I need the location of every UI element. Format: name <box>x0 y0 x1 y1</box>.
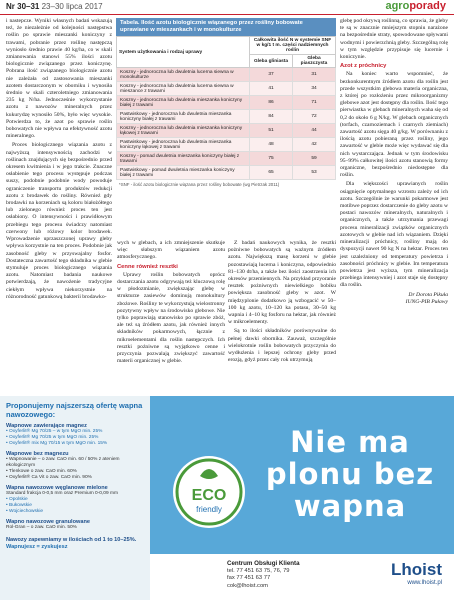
eco-label-bottom: friendly <box>196 505 222 514</box>
cell-sand: 72 <box>293 110 336 124</box>
page-header <box>0 0 454 14</box>
row-label: Koszny - jednoroczna lub dwuletnia mieszanka koniczyny łąkowej z trawami <box>117 124 250 138</box>
ad-footer <box>6 537 144 551</box>
ad-section-title: Wapna nawozowe węglanowe mielone <box>6 485 108 491</box>
issue-number: Nr 30–31 <box>6 2 40 11</box>
cell-clay: 86 <box>250 96 293 110</box>
paragraph: wych w glebach, a ich zmniejszenie skutkuje więc słabszym wiązaniem azotu atmosferycznego. <box>117 240 225 261</box>
cell-clay: 65 <box>250 166 293 180</box>
cell-sand: 59 <box>293 152 336 166</box>
table-header-system: System użytkowania i rodzaj uprawy <box>117 37 250 68</box>
text-column-1 <box>6 18 112 303</box>
cell-clay: 75 <box>250 152 293 166</box>
table-row <box>117 96 336 110</box>
row-label: Koszny - pomad dwuletnia mieszanka koniczyny białej z trawami <box>117 152 250 166</box>
issue-date: 23–30 lipca 2017 <box>41 2 103 11</box>
contact-info <box>227 560 300 590</box>
cell-clay: 51 <box>250 124 293 138</box>
ad-footer-link[interactable]: Wapnujesz = zyskujesz <box>6 544 68 550</box>
logo-url[interactable]: www.lhoist.pl <box>407 580 442 586</box>
cell-clay: 84 <box>250 110 293 124</box>
ad-headline: Proponujemy najszerszą ofertę wapna nawozowego: <box>6 401 143 419</box>
contact-title: Centrum Obsługi Klienta <box>227 560 300 567</box>
row-label: Pastwiskowy - jednoroczna lub dwuletnia mieszanka koniczyny białej z trawami <box>117 110 250 124</box>
header-rule <box>0 14 454 15</box>
cell-sand: 71 <box>293 96 336 110</box>
table-row <box>117 152 336 166</box>
cell-clay: 37 <box>250 68 293 82</box>
ad-footer-text: Nawozy zapewniamy w ilościach od 1 to 10–25%. <box>6 537 137 543</box>
table-row <box>117 138 336 152</box>
ad-section-title: Wapnowe bez magnezu <box>6 451 69 457</box>
lhoist-logo <box>391 560 442 586</box>
brand-part-b: porady <box>409 0 446 12</box>
ad-slogan: Nie ma plonu bez wapna <box>265 425 435 523</box>
paragraph: i nastepcze. Wyniki własnych badań wskazują też, że niezależnie od kolejności następstwa roślin po sprawie mieszanki koniczyny z trawami, pobranie przez roślinę następczą wyniosło średnio prawie 40 kg/ha, co w skali zmianowania stanowi 55% ilości azotu biologicznie związanego przez koniczynę. Pobrana ilość związanego biologicznie azotu nie zależała od zastosowania mieszanki azotem dostarczonym w oborniku i wynosiła średnio w skali czteroletniego zmianowania 235 kg N/ha. Jednocześnie wykorzystanie azotu z nawozów mineralnych przez kukurydzę wynosiło 50%, było więc wysokie. Potwierdza to, że azot po sprawie roślin bobowatych nie wpływa na efektywność azotu mineralnego. <box>6 18 112 140</box>
contact-fax: fax 77 451 63 77 <box>227 575 271 582</box>
row-label: Pastwiskowy - pomad dwuletnia mieszanka koniczyny białej z trawami <box>117 166 250 180</box>
author-affiliation: IUNG-PIB Puławy <box>405 298 448 305</box>
paragraph: Dla większości uprawianych roślin osiągnięcie optymalnego wzrostu zależy od ich azotu. Szczególnie że warunki pokarmowe jest motibwe poprzez dostarczenie do gleby azotu w postaci nawozów mineralnych, naturalnych i organicznych, a także utrzymania przewagi procesu mineralizacji związków organicznych azotowych w glebie nad ich wiązaniem. Dzięki mineralizacji próchnicy, rośliny mają do dyspozycji nawet 90 kg N na hektar. Proces ten jest uzależniony od temperatury powietrza i zasobności próchnicy w glebie. Im temperatura powietrza jest wyższa, tym mineralizacja przebiega intensywniej i azot staje się dostępny dla roślin. <box>340 181 448 289</box>
table-row <box>117 82 336 96</box>
cell-sand: 34 <box>293 82 336 96</box>
table-row <box>117 124 336 138</box>
ad-item: • Oxyferlit® Ca Vit o zaw. CaO min. 90% <box>6 475 92 480</box>
ad-section-title: Wapnowe zawierające magnez <box>6 423 87 429</box>
paragraph: Uprawy roślin bobowatych oprócz dostarczania azotu odgrywają też kluczową rolę w płodozmianie, zwiększając glebę w strukturze zasiewów dominują monokultury zbożowe. Rośliny te wykorzystują wielostronny pozytywny wpływ na środowisko glebowe. Nie tylko poprawiają stanowisko po sprawie zbóż, ale też są źródłem azotu, jak również innych składników pokarmowych, łącznie z mikroelementami dla roślin następczych. Ich resztki pożniwne są wyjątkowo cenne i przyczynia pozwalają zwiększyć zawartość materii organicznej w glebie. <box>117 271 225 365</box>
logo-name: Lhoist <box>391 560 442 579</box>
author-signature <box>340 292 448 306</box>
table-row <box>117 68 336 82</box>
ad-item: • Oxyferlit® Mg 70/25 – w tym MgO min. 25% <box>6 429 103 434</box>
eco-label-top: ECO <box>191 487 227 504</box>
row-label: Koszny - jednoroczna lub dwuletnia lucerna siewna w mieszance z trawami <box>117 82 250 96</box>
table-title: Tabela. Ilość azotu biologicznie wiązanego przez rośliny bobowate uprawiane w mieszankach i w monokulturze <box>116 18 336 36</box>
contact-email[interactable]: cok@lhoist.com <box>227 582 268 589</box>
contact-phone: tel. 77 451 63 75, 76, 79 <box>227 568 290 575</box>
brand-part-a: agro <box>385 0 410 12</box>
cell-sand: 31 <box>293 68 336 82</box>
ad-item: • Tlenkowe o zaw. CaO min. 60% <box>6 469 77 474</box>
cell-sand: 53 <box>293 166 336 180</box>
ad-item: • Wapnowanie – o zaw. CaO min. 60 / 50% z ateniem ekologicznym <box>6 457 120 468</box>
ad-section-title: Wapno nawozowe granulowane <box>6 519 91 525</box>
paragraph: glebę pod okrywą roślinną, co sprawia, że gleby te są w znacznie mniejszym stopniu narażone na bezpośrednie straty, spowodowane spływami wodnymi i powierzchnią gleby. Szczególną rolę w tym względzie przypisuje się lucernie i koniczynie. <box>340 18 448 61</box>
ad-item: • Oxyferlit® Mg 70/25 w tym MgO min. 25% <box>6 435 99 440</box>
table-row <box>117 110 336 124</box>
paragraph: Proces biologicznego wiązania azotu z najwyższą intensywnością zachodzi w roślinach znajdujących się bezpośrednio przed okresem kwitnienia i w jego trakcie. Znaczne osłabienie tego procesu występuje podczas suszy, podobnie podobnie wody powoduje ograniczenie transportu produktów redukcji azotu z brodawek do rośliny. Również gdy brodawki na korzeniach są koloru białożółtego lub zielonego również proces ten jest osłabiony. O intensywności i prawidłowym przebiegu tego procesu świadczy natomiast czerwony lub różowy kolor brodawek. Wprowadzenie uprzaszczonej uprawy gleby wpływa korzystnie na ten proces. Podobnie jak zasobność gleby w przyswajalny fosfor. Dostateczna zawartość tego składnika w glebie stymuluje proces biologicznego wiązania azotu. Natomiast badania naukowe potwierdzają, że nawożenie tradycyjne ciekłym wpływa niekorzystnie na różnorodność gatunkową bakterii brodawko- <box>6 142 112 300</box>
ad-item: • Oxyferlit® mix Mg 70/15 w tym MgO min. 15% <box>6 441 108 446</box>
table-header-sand: Gleba piaszczysta <box>293 55 336 68</box>
section-heading: Cenne również resztki <box>117 263 178 270</box>
table-source-note: *SNF - ilość azotu biologicznie wiązana przez rośliny bobowate (wg Pietrzak 2011) <box>119 182 280 187</box>
table-header-clay: Gleba gliniasta <box>250 55 293 68</box>
ad-item: • Opolskie <box>6 497 28 502</box>
ad-item: Rol-Gran – o zaw. CaO min. 50% <box>6 525 77 530</box>
row-label: Koszny - jednoroczna lub dwuletnia mieszanka koniczyny białej z trawami <box>117 96 250 110</box>
section-heading: Azot z próchnicy <box>340 63 387 70</box>
cell-clay: 48 <box>250 138 293 152</box>
ad-product-list <box>0 396 150 600</box>
author-name: Dr Dorota Pikuła <box>408 291 448 298</box>
cell-sand: 42 <box>293 138 336 152</box>
brand-logo <box>385 0 446 12</box>
text-column-4 <box>340 18 448 306</box>
text-column-2 <box>117 240 225 367</box>
ad-banner <box>150 396 454 600</box>
cell-clay: 41 <box>250 82 293 96</box>
table-header-group: Całkowita ilość N w systemie SNF w kg/1 t m. części nadziemnych roślin <box>250 37 336 55</box>
cell-sand: 44 <box>293 124 336 138</box>
nitrogen-table <box>116 18 336 190</box>
paragraph: Są to ilości składników porównywalne do pełnej dawki obornika. Zauważ, szczególnie wielokrotnie roślin bobowatych przyczynia do wydłużenia i lepszej ochrony gleby przed erozją, gdyż przez cały rok utrzymują <box>228 328 336 364</box>
paragraph: Z badań naukowych wynika, że resztki pożniwne bobowatych są ważnym źródłem azotu. Największą masę korzeni w glebie pozostawiają lucerna i koniczyna, odpowiednio 81–130 dt/ha, a także bez ilości zaostrzenia ich okresów przemiennych. Na przykład przyoranie resztek pożniwnych niewielkiego bobiku powiększa zasobność gleby w azot. W międzyplonie dodatkowo ją wzbogacić w 50–100 kg azotu, 10–120 ka potasu, 30–50 kg wapnia i 4–10 kg fosforu na hektar, jak również w mikroelementy. <box>228 240 336 326</box>
row-label: Pastwiskowy - jednoroczna lub dwuletnia mieszanka koniczyny łąkowej z trawami <box>117 138 250 152</box>
paragraph: Na koniec warto wspomnieć, że bezkonkurentnym źródłem azotu dla roślin jest przede wszystkim glebowa materia organiczna, z której po rozłożeniu przez mikroorganizmy glebowe azot jest dostępny dla roślin. Ilość tego pierwiastka w glebach mineralnych waha się od 0,2 do około 6 g N/kg. W glebach organicznych (torfach, czarnoziemach i czarnych ziemiach) zawartość azotu sięga 40 g/kg. W porównaniu z ilością azotu pobieraną przez rośliny, jego zawartość w glebie może więc wydawać się dla nich wystarczająca. Jednak w tym środowisku 95–99% całkowitej ilości azotu stanowią formy organiczne, bezpośrednio niedostępne dla roślin. <box>340 71 448 179</box>
issue-info <box>6 2 103 11</box>
row-label: Koszny - jednoroczna lub dwuletnia lucerna siewna w monokulturze <box>117 68 250 82</box>
ad-item: • Bukowskie <box>6 503 32 508</box>
ad-item: Standard frakcja 0-0,5 mm oraz Premium 0-0,09 mm <box>6 491 118 496</box>
eco-friendly-icon <box>170 452 248 532</box>
text-column-3 <box>228 240 336 366</box>
ad-contact-bar <box>150 554 454 600</box>
ad-item: • Wojciechowskie <box>6 509 44 514</box>
table-row <box>117 166 336 180</box>
